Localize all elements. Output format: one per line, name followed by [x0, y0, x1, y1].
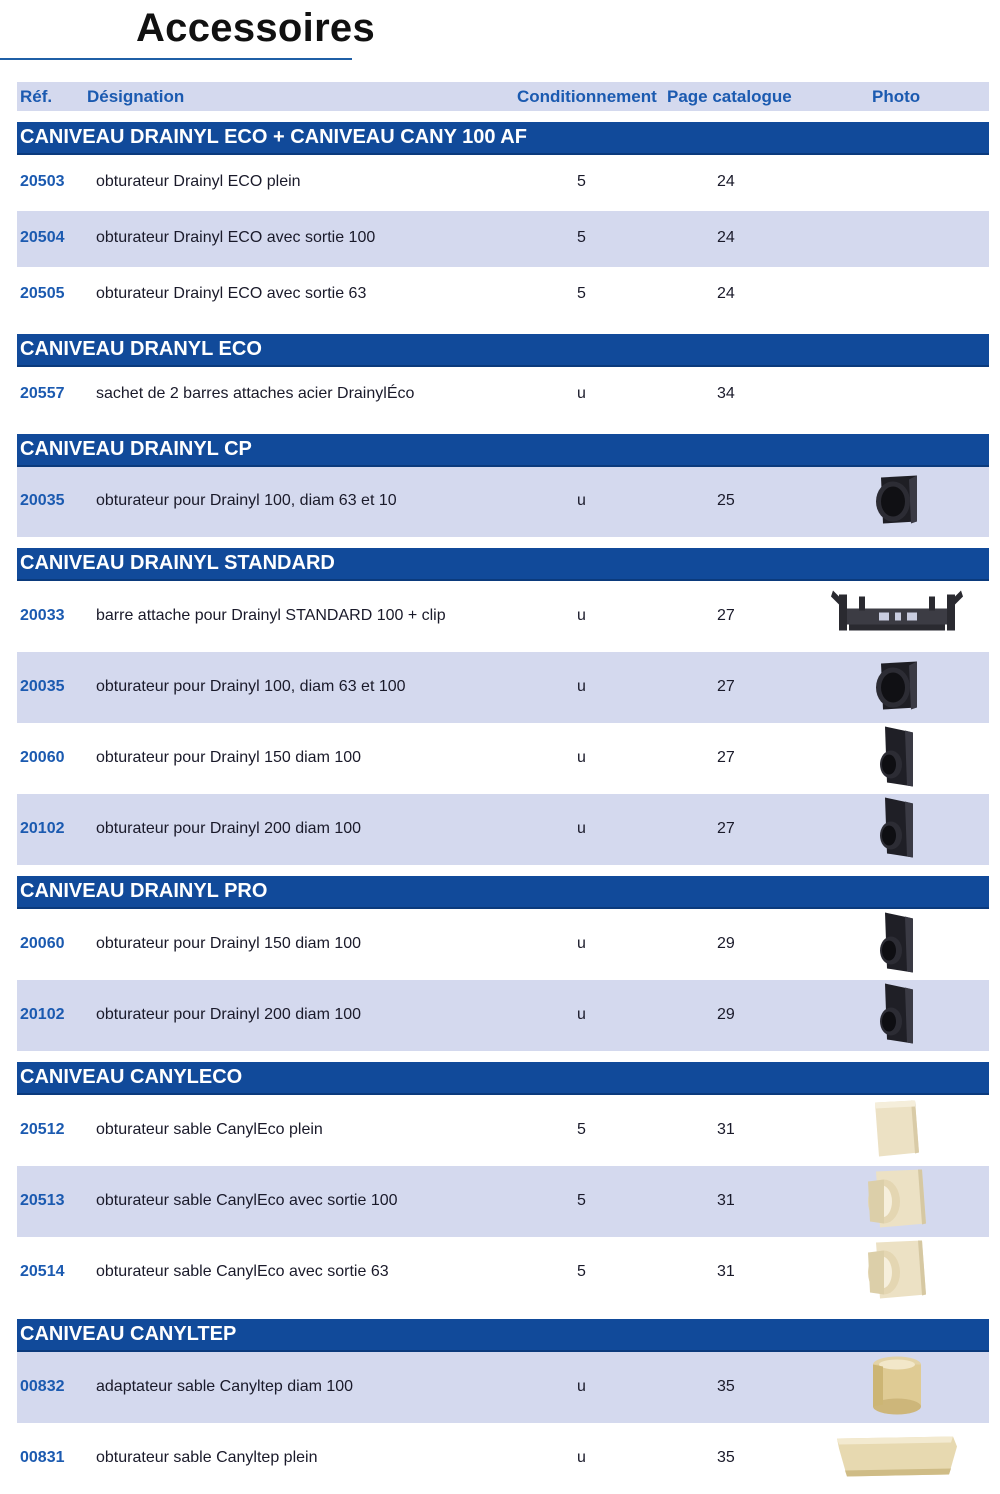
- header-conditionnement: Conditionnement: [517, 87, 657, 106]
- header-photo: Photo: [872, 87, 921, 106]
- row-designation: obturateur pour Drainyl 100, diam 63 et 10: [96, 492, 397, 509]
- row-conditionnement: 5: [577, 1121, 586, 1138]
- table-row: [17, 581, 989, 652]
- row-designation: adaptateur sable Canyltep diam 100: [96, 1378, 354, 1395]
- row-ref: 20102: [20, 820, 65, 837]
- row-designation: sachet de 2 barres attaches acier DrainylÉco: [96, 385, 415, 402]
- row-page-catalogue: 34: [717, 385, 735, 402]
- row-conditionnement: u: [577, 820, 586, 837]
- row-designation: obturateur pour Drainyl 200 diam 100: [96, 1006, 362, 1023]
- table-row: [17, 1166, 989, 1237]
- row-ref: 20102: [20, 1006, 65, 1023]
- black-tall-end-cap-icon: [875, 910, 919, 979]
- sand-outlet-end-cap-icon: [864, 1167, 930, 1236]
- row-ref: 20060: [20, 749, 65, 766]
- row-page-catalogue: 35: [717, 1449, 735, 1466]
- table-row: [17, 267, 989, 323]
- row-conditionnement: u: [577, 749, 586, 766]
- row-conditionnement: u: [577, 678, 586, 695]
- row-page-catalogue: 24: [717, 173, 735, 190]
- row-ref: 20035: [20, 492, 65, 509]
- table-row: [17, 980, 989, 1051]
- row-designation: obturateur sable CanylEco plein: [96, 1121, 323, 1138]
- table-row: [17, 211, 989, 267]
- row-page-catalogue: 29: [717, 1006, 735, 1023]
- section-title: CANIVEAU CANYLECO: [17, 1062, 989, 1095]
- header-page-catalogue: Page catalogue: [667, 87, 792, 106]
- row-conditionnement: u: [577, 607, 586, 624]
- row-designation: obturateur sable CanylEco avec sortie 100: [96, 1192, 398, 1209]
- row-conditionnement: u: [577, 1378, 586, 1395]
- row-page-catalogue: 27: [717, 678, 735, 695]
- row-designation: obturateur pour Drainyl 150 diam 100: [96, 935, 362, 952]
- sand-adapter-icon: [867, 1354, 927, 1421]
- title-underline: [0, 58, 352, 60]
- sand-plain-end-cap-icon: [871, 1098, 923, 1163]
- row-ref: 20505: [20, 285, 65, 302]
- table-row: [17, 794, 989, 865]
- row-designation: obturateur Drainyl ECO avec sortie 63: [96, 285, 367, 302]
- header-ref: Réf.: [20, 87, 53, 106]
- section-gap: [17, 1051, 989, 1062]
- row-page-catalogue: 24: [717, 285, 735, 302]
- row-designation: obturateur Drainyl ECO plein: [96, 173, 301, 190]
- row-conditionnement: 5: [577, 285, 586, 302]
- sand-outlet-end-cap-icon: [864, 1238, 930, 1307]
- row-conditionnement: u: [577, 1449, 586, 1466]
- table-row: [17, 909, 989, 980]
- row-designation: obturateur sable CanylEco avec sortie 63: [96, 1263, 389, 1280]
- row-page-catalogue: 25: [717, 492, 735, 509]
- page-title: Accessoires: [136, 6, 376, 50]
- black-tall-end-cap-icon: [875, 795, 919, 864]
- section-title: CANIVEAU DRAINYL ECO + CANIVEAU CANY 100 AF: [17, 122, 989, 155]
- row-page-catalogue: 29: [717, 935, 735, 952]
- row-conditionnement: u: [577, 935, 586, 952]
- black-clip-bar-icon: [829, 586, 965, 647]
- sand-flat-end-cap-icon: [833, 1432, 961, 1485]
- section-title: CANIVEAU DRAINYL STANDARD: [17, 548, 989, 581]
- row-ref: 00832: [20, 1378, 65, 1395]
- row-conditionnement: 5: [577, 1192, 586, 1209]
- row-page-catalogue: 35: [717, 1378, 735, 1395]
- row-page-catalogue: 27: [717, 607, 735, 624]
- row-ref: 20504: [20, 229, 65, 246]
- row-conditionnement: u: [577, 492, 586, 509]
- row-designation: obturateur Drainyl ECO avec sortie 100: [96, 229, 376, 246]
- row-designation: obturateur sable Canyltep plein: [96, 1449, 318, 1466]
- section-title: CANIVEAU CANYLTEP: [17, 1319, 989, 1352]
- row-page-catalogue: 24: [717, 229, 735, 246]
- row-ref: 20512: [20, 1121, 65, 1138]
- row-conditionnement: 5: [577, 1263, 586, 1280]
- row-designation: obturateur pour Drainyl 100, diam 63 et 100: [96, 678, 406, 695]
- row-conditionnement: u: [577, 1006, 586, 1023]
- section-title: CANIVEAU DRAINYL PRO: [17, 876, 989, 909]
- row-designation: barre attache pour Drainyl STANDARD 100 + clip: [96, 607, 446, 624]
- black-tall-end-cap-icon: [875, 981, 919, 1050]
- table-header: [17, 82, 989, 111]
- table-row: [17, 1095, 989, 1166]
- header-designation: Désignation: [87, 87, 185, 106]
- table-row: [17, 1237, 989, 1308]
- row-page-catalogue: 31: [717, 1192, 735, 1209]
- row-conditionnement: 5: [577, 229, 586, 246]
- black-tall-end-cap-icon: [875, 724, 919, 793]
- black-round-end-cap-icon: [871, 657, 923, 718]
- row-page-catalogue: 27: [717, 749, 735, 766]
- section-gap: [17, 537, 989, 548]
- row-page-catalogue: 31: [717, 1121, 735, 1138]
- row-designation: obturateur pour Drainyl 200 diam 100: [96, 820, 362, 837]
- table-row: [17, 1423, 989, 1494]
- row-ref: 20503: [20, 173, 65, 190]
- row-ref: 20035: [20, 678, 65, 695]
- black-round-end-cap-icon: [871, 472, 923, 533]
- section-title: CANIVEAU DRANYL ECO: [17, 334, 989, 367]
- row-designation: obturateur pour Drainyl 150 diam 100: [96, 749, 362, 766]
- row-ref: 00831: [20, 1449, 65, 1466]
- section-gap: [17, 1308, 989, 1319]
- section-title: CANIVEAU DRAINYL CP: [17, 434, 989, 467]
- section-gap: [17, 423, 989, 434]
- row-conditionnement: u: [577, 385, 586, 402]
- table-row: [17, 1352, 989, 1423]
- row-page-catalogue: 27: [717, 820, 735, 837]
- row-ref: 20514: [20, 1263, 65, 1280]
- section-gap: [17, 323, 989, 334]
- table-row: [17, 652, 989, 723]
- row-conditionnement: 5: [577, 173, 586, 190]
- table-row: [17, 723, 989, 794]
- row-ref: 20033: [20, 607, 65, 624]
- row-ref: 20557: [20, 385, 65, 402]
- row-page-catalogue: 31: [717, 1263, 735, 1280]
- table-row: [17, 367, 989, 423]
- row-ref: 20513: [20, 1192, 65, 1209]
- section-gap: [17, 111, 989, 122]
- table-row: [17, 467, 989, 537]
- table-row: [17, 155, 989, 211]
- section-gap: [17, 865, 989, 876]
- accessories-table: [17, 82, 989, 1494]
- row-ref: 20060: [20, 935, 65, 952]
